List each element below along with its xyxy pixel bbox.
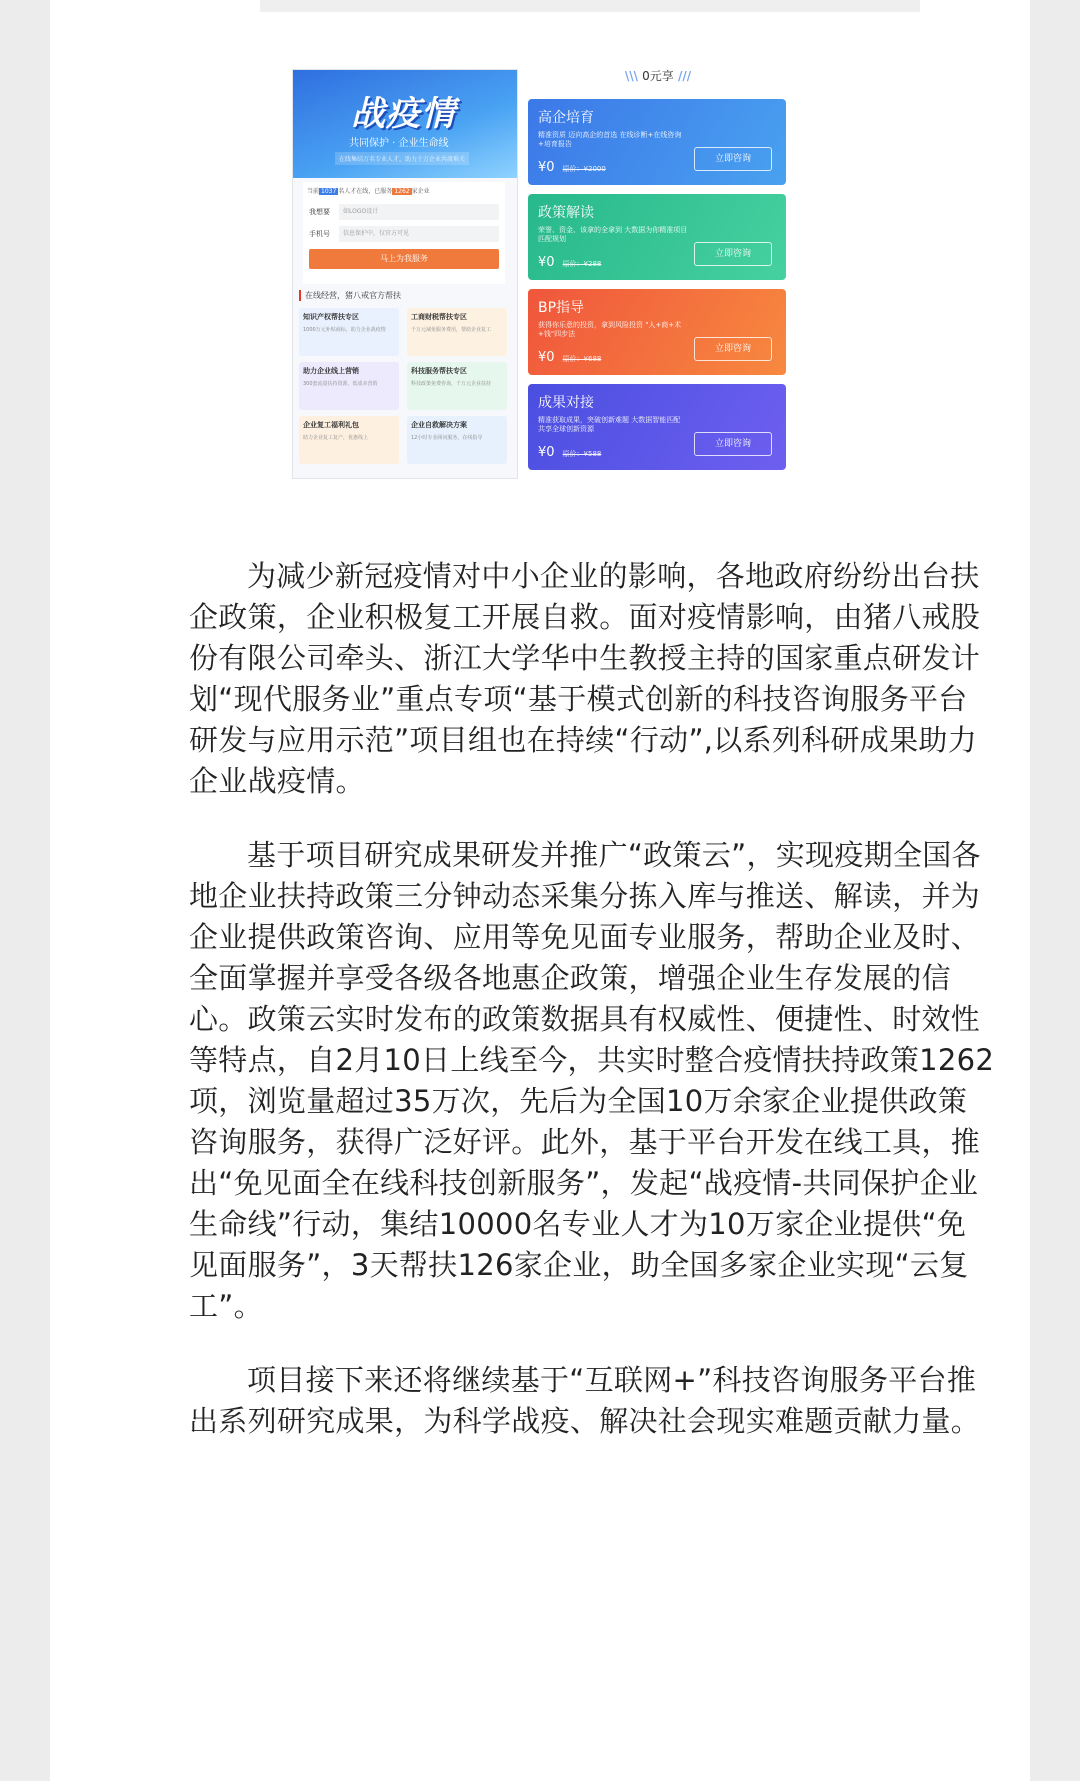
banner-note: 在线集结万名专业人才，助力十万企业共渡难关 (335, 152, 469, 165)
phone-input: 信息保护中，仅官方可见 (339, 226, 499, 242)
promo-image (290, 67, 792, 479)
served-count: 1262 (394, 188, 410, 195)
card-bp: BP指导 获得你乐意的投资，拿到风险投资 "人+商+术+钱"四步法 ¥0 原价：¥688 立即咨询 (528, 289, 786, 375)
card-policy: 政策解读 荣誉、资金、该拿的全拿到 大数据为你精准项目匹配规划 ¥0 原价：¥288 立即咨询 (528, 194, 786, 280)
tile-solution: 企业自救解决方案 12小时专业顾问服务，在线指导 (407, 416, 507, 464)
paragraph: 基于项目研究成果研发并推广“政策云”，实现疫期全国各地企业扶持政策三分钟动态采集分拣入库与推送、解读，并为企业提供政策咨询、应用等免见面专业服务，帮助企业及时、全面掌握并享受各级各地惠企政策，增强企业生存发展的信心。政策云实时发布的政策数据具有权威性、便捷性、时效性等特点，自2月10日上线至今，共实时整合疫情扶持政策1262项，浏览量超过35万次，先后为全国10万余家企业提供政策咨询服务，获得广泛好评。此外，基于平台开发在线工具，推出“免见面全在线科技创新服务”，发起“战疫情-共同保护企业生命线”行动，集结10000名专业人才为10万家企业提供“免见面服务”，3天帮扶126家企业，助全国多家企业实现“云复工”。 (189, 838, 995, 1323)
consult-button: 立即咨询 (694, 242, 772, 266)
paragraph: 为减少新冠疫情对中小企业的影响，各地政府纷纷出台扶企政策，企业积极复工开展自救。面对疫情影响，由猪八戒股份有限公司牵头、浙江大学华中生教授主持的国家重点研发计划“现代服务业”重点专项“基于模式创新的科技咨询服务平台研发与应用示范”项目组也在持续“行动”,以系列科研成果助力企业战疫情。 (189, 559, 981, 798)
banner-title: 战疫情 (351, 94, 456, 134)
submit-button: 马上为我服务 (309, 249, 499, 269)
paragraph: 项目接下来还将继续基于“互联网+”科技咨询服务平台推出系列研究成果，为科学战疫、解决社会现实难题贡献力量。 (189, 1363, 981, 1438)
tile-tech: 科技服务帮扶专区 科技政策免费咨询，千万元企业扶持 (407, 362, 507, 410)
card-achievement: 成果对接 精准获取成果，突破创新难题 大数据智能匹配 共享全球创新资源 ¥0 原价：¥588 立即咨询 (528, 384, 786, 470)
consult-button: 立即咨询 (694, 337, 772, 361)
banner-subtitle: 共同保护 · 企业生命线 (349, 138, 449, 149)
service-form (303, 182, 505, 284)
help-section-title: 在线经营，猪八戒官方帮扶 (299, 290, 401, 301)
tile-finance: 工商财税帮扶专区 千万元减免服务费用，帮助企业复工 (407, 308, 507, 356)
tile-marketing: 助力企业线上营销 300套流量扶持资源，低成本营销 (299, 362, 399, 410)
phone-label: 手机号 (309, 230, 330, 238)
article-body (189, 556, 995, 1475)
card-high-tech: 高企培育 精准资质 迈向高企的首选 在线诊断+在线咨询+培育报告 ¥0 原价：¥2000 立即咨询 (528, 99, 786, 185)
campaign-banner (293, 70, 517, 178)
top-bar (260, 0, 920, 12)
article-page (50, 0, 1030, 1781)
need-input: 如LOGO设计 (339, 204, 499, 220)
phone-field (309, 225, 499, 243)
free-services-panel (526, 67, 790, 479)
consult-button: 立即咨询 (694, 147, 772, 171)
need-field (309, 203, 499, 221)
free-label: \\\ 0元享 /// (624, 69, 692, 83)
campaign-panel (292, 69, 518, 479)
consult-button: 立即咨询 (694, 432, 772, 456)
online-status: 当前 1037 名人才在线，已服务 1262 家企业 (307, 188, 430, 195)
online-count: 1037 (321, 188, 337, 195)
tile-gift: 企业复工福利礼包 助力企业复工复产，优惠线上 (299, 416, 399, 464)
tile-ip: 知识产权帮扶专区 1000万元补贴商标，助力企业战疫情 (299, 308, 399, 356)
need-label: 我想要 (309, 208, 330, 216)
